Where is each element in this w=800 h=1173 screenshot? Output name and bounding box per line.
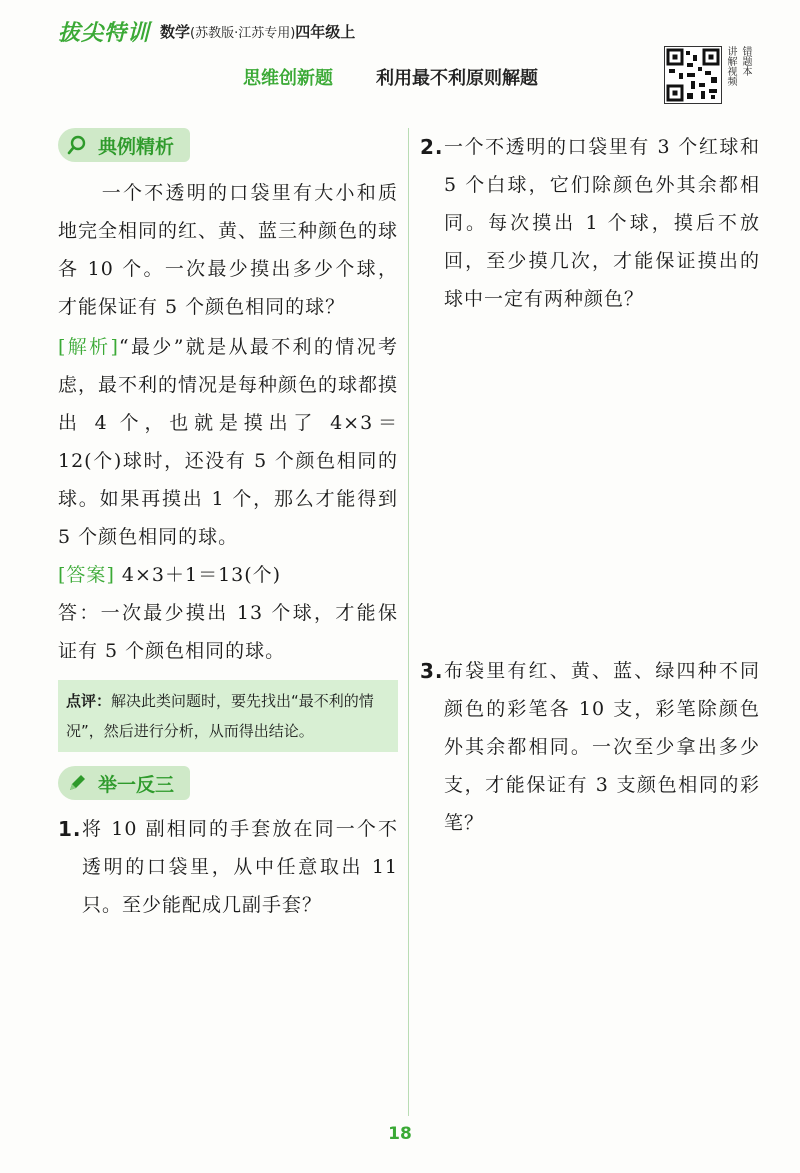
page-header <box>0 0 800 115</box>
book-grade: 四年级上 <box>295 23 356 41</box>
answer-line <box>58 556 398 594</box>
analysis-block <box>58 328 398 556</box>
answer-text: 答：一次最少摸出 13 个球，才能保证有 5 个颜色相同的球。 <box>58 602 398 662</box>
comment-box <box>58 680 398 752</box>
qr-label-line-2: 讲解视频 <box>725 46 736 86</box>
question-number: 2. <box>420 135 444 159</box>
comment-text: 解决此类问题时，要先找出“最不利的情况”，然后进行分析，从而得出结论。 <box>66 692 374 740</box>
question-3 <box>420 652 760 842</box>
answer-expression: 4×3＋1＝13(个) <box>121 564 282 586</box>
practice-tag-label: 举一反三 <box>98 773 175 796</box>
pencil-icon <box>64 770 90 796</box>
book-subject: 数学 <box>160 23 191 41</box>
left-column <box>58 128 398 924</box>
example-problem: 一个不透明的口袋里有大小和质地完全相同的红、黄、蓝三种颜色的球各 10 个。一次最少摸出多少个球，才能保证有 5 个颜色相同的球？ <box>58 182 399 318</box>
magnifier-icon <box>64 132 90 158</box>
right-column <box>420 128 760 834</box>
answer-tag: [答案] <box>58 564 115 586</box>
qr-label <box>722 46 752 102</box>
column-divider <box>408 128 409 1116</box>
analysis-tag-label: 解析 <box>66 336 111 358</box>
analysis-tag: [解析] <box>58 336 119 358</box>
question-2 <box>420 128 760 318</box>
practice-tag <box>58 766 190 800</box>
comment-label: 点评： <box>66 692 112 710</box>
analysis-text: “最少”就是从最不利的情况考虑，最不利的情况是每种颜色的球都摸出 4 个，也就是摸出了 4×3＝12(个)球时，还没有 5 个颜色相同的球。如果再摸出 1 个，那么才能得到 5 个颜色相同的球。 <box>58 336 399 548</box>
question-text: 布袋里有红、黄、蓝、绿四种不同颜色的彩笔各 10 支，彩笔除颜色外其余都相同。一次至少拿出多少支，才能保证有 3 支颜色相同的彩笔？ <box>444 660 760 834</box>
brand-logo: 拔尖特训 <box>58 21 151 46</box>
example-tag-label: 典例精析 <box>98 135 175 158</box>
topic-title: 利用最不利原则解题 <box>376 68 538 89</box>
book-edition: (苏教版·江苏专用) <box>190 26 296 41</box>
question-number: 3. <box>420 659 444 683</box>
qr-code-icon[interactable] <box>664 46 722 104</box>
question-text: 一个不透明的口袋里有 3 个红球和 5 个白球，它们除颜色外其余都相同。每次摸出 1 个球，摸后不放回，至少摸几次，才能保证摸出的球中一定有两种颜色？ <box>444 136 760 310</box>
answer-tag-label: 答案 <box>66 564 107 586</box>
example-tag <box>58 128 190 162</box>
question-text: 将 10 副相同的手套放在同一个不透明的口袋里，从中任意取出 11 只。至少能配成几副手套？ <box>82 818 398 916</box>
book-title <box>160 21 355 42</box>
question-number: 1. <box>58 817 82 841</box>
page-number: 18 <box>388 1124 412 1144</box>
section-title: 思维创新题 <box>243 68 333 89</box>
qr-label-line-1: 错题本 <box>740 46 751 76</box>
question-1 <box>58 810 398 924</box>
